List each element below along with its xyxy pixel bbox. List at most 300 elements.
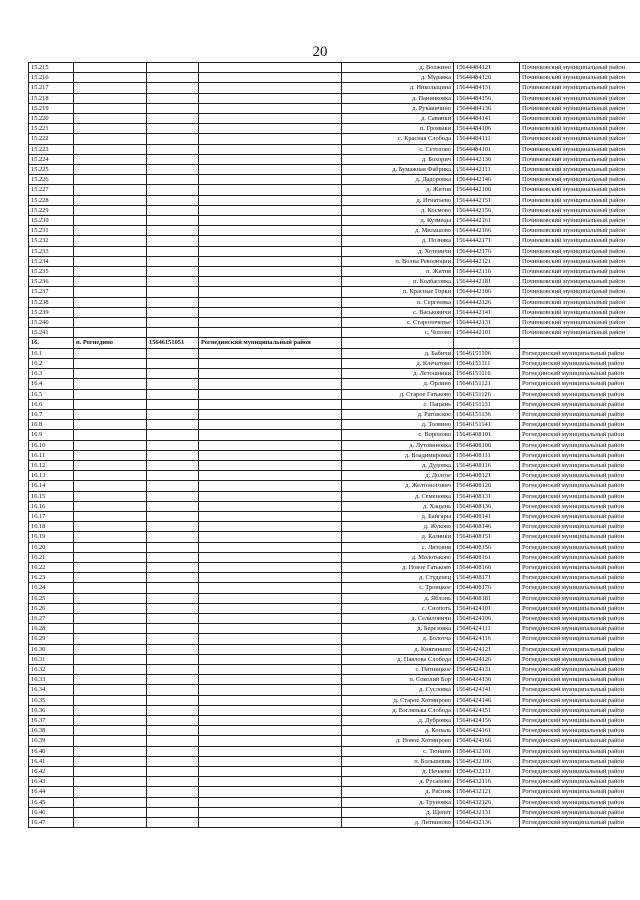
municipality-name-cell: Починковский муниципальный район [520,73,640,83]
row-number-cell: 16.19 [29,532,74,542]
region-name-cell [199,491,342,501]
district-center-cell [74,583,147,593]
oktmo-code-cell: 15646432106 [454,756,520,766]
district-center-cell [74,277,147,287]
row-number-cell: 16.37 [29,716,74,726]
region-name-cell [199,114,342,124]
row-number-cell: 16.40 [29,746,74,756]
region-name-cell [199,746,342,756]
region-name-cell [199,267,342,277]
oktmo-code-cell: 15646408141 [454,511,520,521]
municipality-name-cell: Рогнединский муниципальный район [520,532,640,542]
settlement-name-cell: с. Сетолово [342,144,454,154]
row-number-cell: 16.15 [29,491,74,501]
row-number-cell: 16.29 [29,634,74,644]
region-name-cell [199,522,342,532]
municipality-name-cell [520,338,640,348]
row-number-cell: 16.13 [29,471,74,481]
row-number-cell: 15.240 [29,318,74,328]
municipality-name-cell: Рогнединский муниципальный район [520,593,640,603]
oktmo-code-cell: 15646408146 [454,522,520,532]
district-center-cell [74,165,147,175]
oktmo-code-cell: 15644442121 [454,256,520,266]
row-number-cell: 16.39 [29,736,74,746]
district-code-cell [147,185,199,195]
region-name-cell [199,287,342,297]
table-row [29,818,640,828]
region-name-cell [199,583,342,593]
region-name-cell [199,154,342,164]
oktmo-code-cell: 15646408181 [454,593,520,603]
district-center-cell [74,83,147,93]
settlements-table [28,62,640,828]
row-number-cell: 15.237 [29,287,74,297]
oktmo-code-cell: 15646151116 [454,369,520,379]
row-number-cell: 15.218 [29,93,74,103]
municipality-name-cell: Починковский муниципальный район [520,236,640,246]
oktmo-code-cell: 15646151131 [454,399,520,409]
district-code-cell [147,256,199,266]
settlement-name-cell: с. Чопово [342,328,454,338]
municipality-name-cell: Рогнединский муниципальный район [520,369,640,379]
municipality-name-cell: Рогнединский муниципальный район [520,491,640,501]
row-number-cell: 16.35 [29,695,74,705]
table-row [29,797,640,807]
municipality-name-cell: Рогнединский муниципальный район [520,705,640,715]
municipality-name-cell: Рогнединский муниципальный район [520,420,640,430]
district-center-cell [74,409,147,419]
region-name-cell [199,348,342,358]
district-code-cell [147,409,199,419]
table-row [29,624,640,634]
region-name-cell [199,124,342,134]
district-code-cell [147,236,199,246]
district-code-cell [147,165,199,175]
municipality-name-cell: Починковский муниципальный район [520,114,640,124]
district-center-cell [74,236,147,246]
oktmo-code-cell: 15646408121 [454,471,520,481]
table-row [29,481,640,491]
settlement-name-cell: д. Хотеничи [342,246,454,256]
settlement-name-cell: д. Расник [342,787,454,797]
municipality-name-cell: Починковский муниципальный район [520,124,640,134]
settlement-name-cell: п. Колбасовка [342,277,454,287]
table-row [29,777,640,787]
table-row [29,195,640,205]
oktmo-code-cell: 15644442181 [454,277,520,287]
row-number-cell: 16.32 [29,664,74,674]
row-number-cell: 16.6 [29,399,74,409]
table-row [29,471,640,481]
table-row [29,256,640,266]
municipality-name-cell: Рогнединский муниципальный район [520,716,640,726]
settlement-name-cell: п. Сергеевка [342,297,454,307]
municipality-name-cell: Рогнединский муниципальный район [520,695,640,705]
oktmo-code-cell: 15646432101 [454,746,520,756]
district-code-cell [147,818,199,828]
table-row [29,144,640,154]
district-center-cell [74,246,147,256]
settlement-name-cell: д. Семеновка [342,491,454,501]
oktmo-code-cell: 15644484121 [454,63,520,73]
row-number-cell: 16.5 [29,389,74,399]
settlement-name-cell: д. Дадоровка [342,175,454,185]
settlement-name-cell [342,338,454,348]
row-number-cell: 15.222 [29,134,74,144]
district-code-cell [147,756,199,766]
settlement-name-cell: п. Волна Революции [342,256,454,266]
table-row [29,348,640,358]
oktmo-code-cell: 15646151121 [454,379,520,389]
district-center-cell [74,430,147,440]
district-center-cell [74,634,147,644]
district-code-cell [147,491,199,501]
row-number-cell: 16.12 [29,460,74,470]
table-row [29,134,640,144]
oktmo-code-cell: 15644442131 [454,318,520,328]
district-center-cell [74,695,147,705]
region-name-cell [199,685,342,695]
table-row [29,307,640,317]
district-code-cell [147,297,199,307]
table-row [29,420,640,430]
municipality-name-cell: Рогнединский муниципальный район [520,501,640,511]
table-row [29,358,640,368]
oktmo-code-cell: 15644442106 [454,185,520,195]
settlement-name-cell: д. Толвино [342,420,454,430]
settlement-name-cell: д. Клечатово [342,358,454,368]
district-center-cell [74,562,147,572]
row-number-cell: 15.231 [29,226,74,236]
row-number-cell: 15.224 [29,154,74,164]
oktmo-code-cell: 15644484131 [454,83,520,93]
table-row [29,399,640,409]
district-center-cell [74,175,147,185]
district-code-cell: 15646151051 [147,338,199,348]
municipality-name-cell: Починковский муниципальный район [520,83,640,93]
table-row [29,379,640,389]
municipality-name-cell: Рогнединский муниципальный район [520,756,640,766]
table-row [29,613,640,623]
settlement-name-cell: д. Литвиново [342,818,454,828]
oktmo-code-cell: 15646408126 [454,481,520,491]
oktmo-code-cell: 15644442156 [454,205,520,215]
district-center-cell [74,73,147,83]
district-code-cell [147,73,199,83]
municipality-name-cell: Починковский муниципальный район [520,318,640,328]
municipality-name-cell: Рогнединский муниципальный район [520,613,640,623]
municipality-name-cell: Рогнединский муниципальный район [520,542,640,552]
district-center-cell [74,501,147,511]
row-number-cell: 15.235 [29,267,74,277]
municipality-name-cell: Рогнединский муниципальный район [520,409,640,419]
settlement-name-cell: д. Березовка [342,624,454,634]
table-row [29,165,640,175]
district-center-cell [74,746,147,756]
municipality-name-cell: Рогнединский муниципальный район [520,573,640,583]
district-code-cell [147,124,199,134]
row-number-cell: 16.31 [29,654,74,664]
municipality-name-cell: Починковский муниципальный район [520,297,640,307]
settlement-name-cell: п. Большевик [342,756,454,766]
oktmo-code-cell: 15644442166 [454,226,520,236]
region-name-cell [199,818,342,828]
district-center-cell [74,807,147,817]
settlement-name-cell: п. Красные Горки [342,287,454,297]
settlement-name-cell: с. Красная Слобода [342,134,454,144]
district-code-cell [147,246,199,256]
district-center-cell [74,134,147,144]
district-code-cell [147,522,199,532]
region-name-cell [199,73,342,83]
region-name-cell [199,481,342,491]
row-number-cell: 16.43 [29,777,74,787]
municipality-name-cell: Починковский муниципальный район [520,277,640,287]
table-row [29,501,640,511]
oktmo-code-cell: 15644484126 [454,73,520,83]
district-code-cell [147,63,199,73]
region-name-cell [199,726,342,736]
settlement-name-cell: д. Щепет [342,807,454,817]
settlement-name-cell: с. Литовня [342,542,454,552]
oktmo-code-cell: 15646151136 [454,409,520,419]
table-row [29,573,640,583]
district-center-cell [74,195,147,205]
region-name-cell [199,328,342,338]
municipality-name-cell: Рогнединский муниципальный район [520,767,640,777]
table-row [29,787,640,797]
settlement-name-cell: д. Княгинино [342,644,454,654]
table-row [29,807,640,817]
municipality-name-cell: Починковский муниципальный район [520,144,640,154]
oktmo-code-cell: 15646424166 [454,736,520,746]
municipality-name-cell: Рогнединский муниципальный район [520,746,640,756]
oktmo-code-cell: 15646408156 [454,542,520,552]
municipality-name-cell: Рогнединский муниципальный район [520,511,640,521]
settlement-name-cell: д. Дудовка [342,460,454,470]
row-number-cell: 16.4 [29,379,74,389]
region-name-cell [199,562,342,572]
district-code-cell [147,175,199,185]
row-number-cell: 15.238 [29,297,74,307]
settlement-name-cell: д. Владимировка [342,450,454,460]
settlement-name-cell: д. Рукавичино [342,103,454,113]
table-row [29,450,640,460]
oktmo-code-cell: 15644442176 [454,246,520,256]
region-name-cell [199,216,342,226]
settlement-name-cell: с. Троицкое [342,583,454,593]
district-code-cell [147,634,199,644]
settlement-name-cell: с. Пацынь [342,399,454,409]
settlement-name-cell: д. Желтоногович [342,481,454,491]
district-center-cell [74,440,147,450]
district-center-cell [74,460,147,470]
row-number-cell: 16.30 [29,644,74,654]
settlement-name-cell: п. Громыки [342,124,454,134]
oktmo-code-cell: 15646408176 [454,583,520,593]
table-row [29,552,640,562]
district-center-cell [74,644,147,654]
oktmo-code-cell: 15646408116 [454,460,520,470]
region-name-cell [199,420,342,430]
municipality-name-cell: Рогнединский муниципальный район [520,664,640,674]
municipality-name-cell: Починковский муниципальный район [520,287,640,297]
table-row [29,185,640,195]
municipality-name-cell: Рогнединский муниципальный район [520,644,640,654]
table-row [29,297,640,307]
district-code-cell [147,746,199,756]
row-number-cell: 15.227 [29,185,74,195]
settlement-name-cell: д. Дубровка [342,716,454,726]
district-code-cell [147,511,199,521]
oktmo-code-cell: 15646432126 [454,797,520,807]
settlement-name-cell: д. Жуково [342,522,454,532]
table-row [29,328,640,338]
row-number-cell: 16.21 [29,552,74,562]
table-row [29,705,640,715]
municipality-name-cell: Починковский муниципальный район [520,185,640,195]
district-code-cell [147,501,199,511]
row-number-cell: 16.36 [29,705,74,715]
table-row [29,409,640,419]
region-name-cell [199,501,342,511]
district-code-cell [147,573,199,583]
oktmo-code-cell: 15646424151 [454,705,520,715]
municipality-name-cell: Рогнединский муниципальный район [520,562,640,572]
settlement-name-cell: д. Игнатьево [342,195,454,205]
row-number-cell: 16.26 [29,603,74,613]
municipality-name-cell: Рогнединский муниципальный район [520,481,640,491]
oktmo-code-cell: 15646408166 [454,562,520,572]
municipality-name-cell: Рогнединский муниципальный район [520,726,640,736]
region-name-cell [199,695,342,705]
settlement-name-cell: с. Снопоть [342,603,454,613]
district-center-cell: п. Рогнедино [74,338,147,348]
settlement-name-cell: д. Павлова Слобода [342,654,454,664]
table-row [29,511,640,521]
district-code-cell [147,603,199,613]
region-name-cell [199,103,342,113]
table-row [29,226,640,236]
row-number-cell: 15.221 [29,124,74,134]
oktmo-code-cell: 15646151106 [454,348,520,358]
region-name-cell [199,409,342,419]
settlement-name-cell: д. Долгое [342,471,454,481]
table-row [29,114,640,124]
settlement-name-cell: д. Летошники [342,369,454,379]
district-center-cell [74,328,147,338]
oktmo-code-cell: 15644442111 [454,165,520,175]
municipality-name-cell: Починковский муниципальный район [520,226,640,236]
municipality-name-cell: Рогнединский муниципальный район [520,736,640,746]
row-number-cell: 16.24 [29,583,74,593]
municipality-name-cell: Рогнединский муниципальный район [520,460,640,470]
region-name-cell [199,807,342,817]
row-number-cell: 16.18 [29,522,74,532]
municipality-name-cell: Починковский муниципальный район [520,246,640,256]
settlement-name-cell: п. Соколий Бор [342,675,454,685]
table-row [29,236,640,246]
municipality-name-cell: Починковский муниципальный район [520,205,640,215]
region-name-cell [199,165,342,175]
district-center-cell [74,685,147,695]
district-code-cell [147,675,199,685]
settlement-name-cell: д. Нечаево [342,767,454,777]
oktmo-code-cell: 15646408151 [454,532,520,542]
municipality-name-cell: Рогнединский муниципальный район [520,440,640,450]
oktmo-code-cell: 15646432131 [454,807,520,817]
oktmo-code-cell: 15644442101 [454,328,520,338]
region-name-cell [199,777,342,787]
row-number-cell: 16.25 [29,593,74,603]
district-center-cell [74,664,147,674]
municipality-name-cell: Рогнединский муниципальный район [520,797,640,807]
region-name-cell [199,664,342,674]
settlement-name-cell: д. Селиловичи [342,613,454,623]
region-name-cell [199,552,342,562]
region-name-cell [199,542,342,552]
settlement-name-cell: д. Студенец [342,573,454,583]
district-code-cell [147,685,199,695]
municipality-name-cell: Рогнединский муниципальный район [520,685,640,695]
table-row [29,522,640,532]
settlement-name-cell: д. Болотча [342,634,454,644]
table-row [29,491,640,501]
municipality-name-cell: Рогнединский муниципальный район [520,603,640,613]
district-center-cell [74,103,147,113]
district-code-cell [147,287,199,297]
region-name-cell [199,440,342,450]
row-number-cell: 16.11 [29,450,74,460]
district-center-cell [74,613,147,623]
oktmo-code-cell: 15646424126 [454,654,520,664]
table-row [29,695,640,705]
region-name-cell [199,379,342,389]
settlement-name-cell: д. Новое Гатьково [342,562,454,572]
region-name-cell [199,430,342,440]
region-name-cell [199,399,342,409]
district-center-cell [74,307,147,317]
row-number-cell: 15.220 [29,114,74,124]
table-row [29,175,640,185]
table-row [29,767,640,777]
table-row [29,542,640,552]
settlement-name-cell: д. Позняка [342,236,454,246]
oktmo-code-cell: 15646424131 [454,664,520,674]
region-name-cell [199,450,342,460]
district-code-cell [147,624,199,634]
region-name-cell [199,226,342,236]
municipality-name-cell: Рогнединский муниципальный район [520,389,640,399]
row-number-cell: 16.16 [29,501,74,511]
district-code-cell [147,726,199,736]
district-code-cell [147,695,199,705]
district-code-cell [147,460,199,470]
district-center-cell [74,818,147,828]
district-center-cell [74,654,147,664]
district-center-cell [74,787,147,797]
region-name-cell [199,603,342,613]
district-code-cell [147,481,199,491]
district-code-cell [147,379,199,389]
district-center-cell [74,287,147,297]
oktmo-code-cell: 15646408106 [454,440,520,450]
oktmo-code-cell: 15646408131 [454,491,520,501]
region-name-cell [199,756,342,766]
district-code-cell [147,399,199,409]
district-center-cell [74,797,147,807]
row-number-cell: 15.241 [29,328,74,338]
